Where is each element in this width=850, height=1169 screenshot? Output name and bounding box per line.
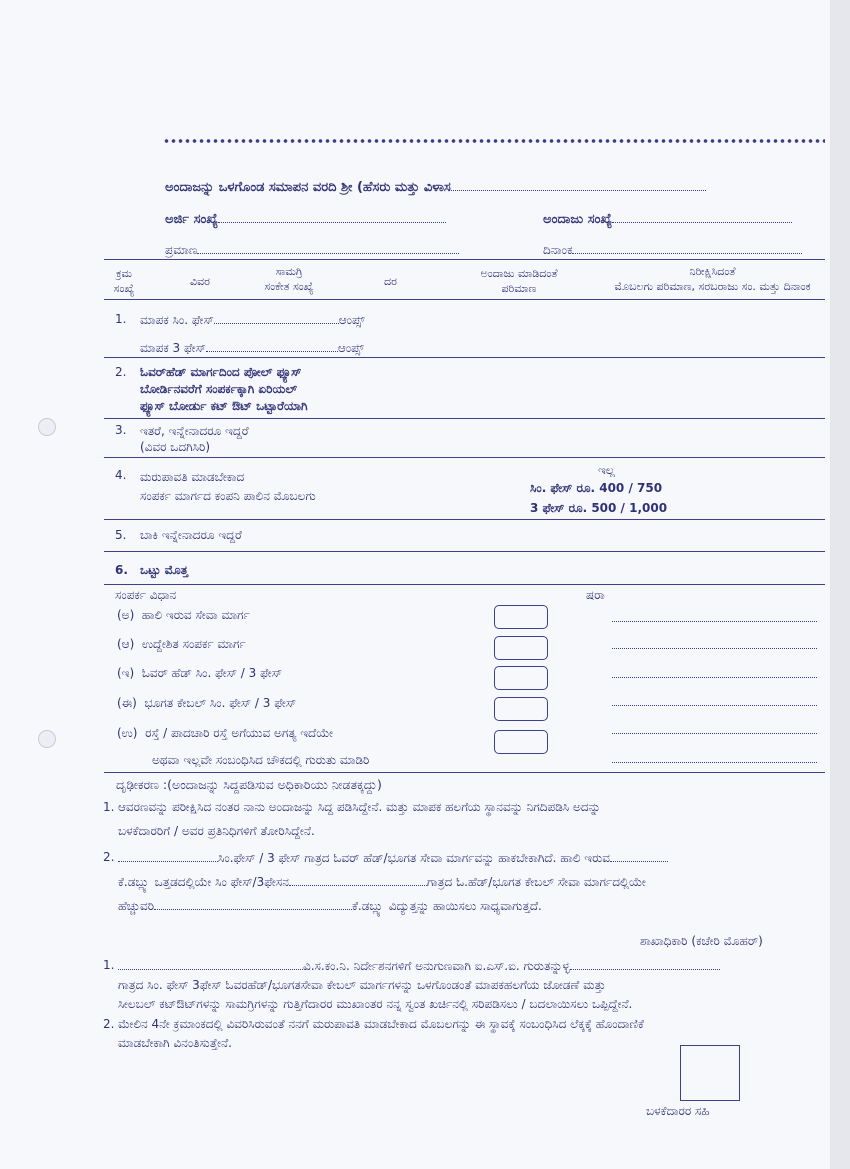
- row3-line1: ಇತರೆ, ಇನ್ನೇನಾದರೂ ಇದ್ದರೆ: [140, 424, 249, 438]
- connection-method-title: ಸಂಪರ್ಕ ವಿಧಾನ: [115, 588, 177, 602]
- row3-line2: (ವಿವರ ಒದಗಿಸಿರಿ): [140, 440, 211, 454]
- p2-additional-kw-blank[interactable]: [154, 898, 352, 910]
- date-label: ದಿನಾಂಕ: [543, 243, 573, 257]
- row4-line2: ಸಂಪರ್ಕ ಮಾರ್ಗದ ಕಂಪನಿ ಪಾಲಿನ ಮೊಬಲಗು: [140, 489, 316, 503]
- estimate-number-blank[interactable]: [612, 211, 792, 223]
- row1-line2-text: ಮಾಪಕ 3 ಫೇಸ್: [140, 341, 206, 355]
- certification-title: ದೃಢೀಕರಣ :(ಅಂದಾಜನ್ನು ಸಿದ್ದಪಡಿಸುವ ಅಧಿಕಾರಿಯು ನೀಡತಕ್ಕದ್ದು): [116, 777, 382, 792]
- row4-number: 4.: [115, 468, 127, 482]
- row1-unit2: ಆಂಪ್ಸ್: [337, 341, 364, 355]
- row2-line2: ಬೋರ್ಡಿನವರೆಗೆ ಸಂಪರ್ಕಕ್ಕಾಗಿ ಏರಿಯಲ್: [140, 382, 298, 396]
- option-e-checkbox[interactable]: [494, 730, 548, 754]
- header-rate: ದರ: [384, 275, 397, 288]
- row3-details: [140, 423, 249, 455]
- option-a-checkbox[interactable]: [494, 605, 548, 629]
- certification-p2-line2-text-a: ಕೆ.ಡಬ್ಲ್ಯು ಒತ್ತಡದಲ್ಲಿಯೇ ಸಿಂ ಫೇಸ್/3ಫೇಸನ: [118, 875, 289, 889]
- option-a-text: ಹಾಲಿ ಇರುವ ಸೇವಾ ಮಾರ್ಗ: [141, 608, 250, 622]
- option-b-text: ಉದ್ದೇಶಿತ ಸಂಪರ್ಕ ಮಾರ್ಗ: [141, 637, 246, 651]
- row4-single-phase-amount: ಸಿಂ. ಫೇಸ್ ರೂ. 400 / 750: [530, 481, 663, 495]
- certification-p2-line1: [118, 850, 668, 866]
- certification-p2-line1-text: ಸಿಂ.ಫೇಸ್ / 3 ಫೇಸ್ ಗಾತ್ರದ ಓವರ್ ಹೆಡ್/ಭೂಗತ ಸೇವಾ ಮಾರ್ಗವನ್ನು ಹಾಕಬೇಕಾಗಿದೆ. ಹಾಲಿ ಇರುವ: [218, 851, 610, 865]
- application-number-label: ಅರ್ಜಿ ಸಂಖ್ಯೆ: [165, 212, 219, 227]
- section-officer-seal: ಶಾಖಾಧಿಕಾರಿ (ಕಚೇರಿ ಮೊಹರ್): [640, 934, 763, 948]
- remarks-line[interactable]: [612, 762, 817, 763]
- remarks-title: ಷರಾ: [586, 588, 605, 602]
- header-sl-no: [104, 266, 144, 296]
- certification-p2-line3-text-b: ಕೆ.ಡಬ್ಲ್ಯು ವಿದ್ಯುತ್ತನ್ನು ಹಾಯಿಸಲು ಸಾಧ್ಯವಾಗುತ್ತದೆ.: [352, 899, 542, 913]
- consumer-p1-line2: ಗಾತ್ರದ ಸಿಂ. ಫೇಸ್ 3ಫೇಸ್ ಓವರಹೆಡ್/ಭೂಗತಸೇವಾ ಕೇಬಲ್ ಮಾರ್ಗಗಳನ್ನು ಒಳಗೊಂಡಂತೆ ಮಾಪಕಹಲಗೆಯ ಜೋಡಣೆ ಮತ್ತು: [118, 978, 606, 992]
- option-c: [117, 666, 282, 681]
- row2-details: [140, 364, 308, 415]
- row4-three-phase-amount: 3 ಫೇಸ್ ರೂ. 500 / 1,000: [530, 501, 668, 515]
- certification-p2-line2-text-b: ಗಾತ್ರದ ಓ.ಹೆಡ್/ಭೂಗತ ಕೇಬಲ್ ಸೇವಾ ಮಾರ್ಗದಲ್ಲಿಯೇ: [426, 875, 646, 889]
- consumer-p1-line3: ಸೀಲಬಲ್ ಕಟ್‌ಔಟ್‌ಗಳನ್ನು ಸಾಮಗ್ರಿಗಳನ್ನು ಗುತ್ತಿಗೆದಾರರ ಮುಖಾಂತರ ನನ್ನ ಸ್ವಂತ ಖರ್ಚಿನಲ್ಲಿ ಸರಿಪಡಿಸಲು / ಬದಲಾಯಿಸಲು ಒಪ್ಪಿದ್ದೇನೆ.: [118, 997, 633, 1011]
- certification-p2-line3: [118, 898, 542, 914]
- header-material-1: ಸಾಮಗ್ರಿ: [275, 265, 303, 278]
- row6-text: ಒಟ್ಟು ಮೊತ್ತ: [140, 563, 188, 577]
- row1-unit1: ಆಂಪ್ಸ್: [338, 313, 365, 327]
- remarks-line[interactable]: [612, 621, 817, 622]
- estimate-number-row: [543, 211, 792, 227]
- consumer-p1-blank-b[interactable]: [570, 958, 720, 970]
- row-rule: [104, 551, 825, 552]
- p2-size-blank[interactable]: [118, 850, 218, 862]
- option-a-label: (ಅ): [117, 608, 135, 622]
- amount-label: ಪ್ರಮಾಣ: [165, 243, 198, 257]
- option-b-checkbox[interactable]: [494, 636, 548, 660]
- table-top-rule: [104, 259, 825, 260]
- certification-p1-number: 1.: [103, 800, 115, 814]
- option-e-text: ರಸ್ತೆ / ಪಾದಚಾರಿ ರಸ್ತೆ ಅಗೆಯುವ ಅಗತ್ಯ ಇದೆಯೇ: [145, 726, 334, 740]
- row1-line2: [140, 340, 364, 356]
- p2-existing-blank[interactable]: [610, 850, 668, 862]
- option-d-label: (ಈ): [117, 696, 137, 710]
- option-b-label: (ಆ): [117, 637, 135, 651]
- row6-number: 6.: [115, 563, 128, 577]
- row1-line1: [140, 312, 365, 328]
- table-header-rule: [104, 299, 825, 300]
- option-b: [117, 637, 246, 652]
- punch-hole: [38, 730, 56, 748]
- header-sl-no-1: ಕ್ರಮ: [116, 267, 132, 280]
- name-address-blank[interactable]: [451, 179, 706, 191]
- consumer-p2-number: 2.: [103, 1017, 115, 1031]
- header-details: ವಿವರ: [190, 275, 210, 288]
- table-bottom-rule: [104, 772, 825, 773]
- row4-line1: ಮರುಪಾವತಿ ಮಾಡಬೇಕಾದ: [140, 470, 245, 484]
- row-rule: [104, 519, 825, 520]
- certification-p2-line3-text-a: ಹೆಚ್ಚುವರಿ: [118, 899, 155, 913]
- option-c-label: (ಇ): [117, 666, 135, 680]
- amount-blank[interactable]: [197, 242, 459, 254]
- p2-phase-size-blank[interactable]: [289, 874, 427, 886]
- option-a: [117, 608, 250, 623]
- row1-three-phase-blank[interactable]: [206, 340, 338, 352]
- certification-p1-line2: ಬಳಕೆದಾರರಿಗೆ / ಅವರ ಪ್ರತಿನಿಧಿಗಳಿಗೆ ತೋರಿಸಿದ್ದೇನೆ.: [118, 824, 315, 838]
- amount-row: [165, 242, 459, 258]
- header-sl-no-2: ಸಂಖ್ಯೆ: [113, 282, 135, 295]
- remarks-line[interactable]: [612, 705, 817, 706]
- consumer-p2-line1: ಮೇಲಿನ 4ನೇ ಕ್ರಮಾಂಕದಲ್ಲಿ ವಿವರಿಸಿರುವಂತೆ ನನಗೆ ಮರುಪಾವತಿ ಮಾಡಬೇಕಾದ ಮೊಬಲಗನ್ನು ಈ ಸ್ಥಾವಕ್ಕೆ ಸಂಬಂಧಿಸಿದ ಲೆಕ್ಕಕ್ಕೆ ಹೊಂದಾಣಿಕೆ: [118, 1017, 644, 1031]
- row1-line1-text: ಮಾಪಕ ಸಿಂ. ಫೇಸ್: [140, 313, 214, 327]
- row3-number: 3.: [115, 423, 127, 437]
- option-e: [117, 726, 333, 741]
- signature-box[interactable]: [680, 1045, 740, 1101]
- row-rule: [104, 584, 825, 585]
- certification-p2-number: 2.: [103, 850, 115, 864]
- certification-p2-line2: [118, 874, 646, 890]
- row-rule: [104, 357, 825, 358]
- option-d-text: ಭೂಗತ ಕೇಬಲ್ ಸಿಂ. ಫೇಸ್ / 3 ಫೇಸ್: [144, 696, 297, 710]
- header-material-2: ಸಂಕೇತ ಸಂಖ್ಯೆ: [264, 280, 314, 293]
- row1-number: 1.: [115, 312, 127, 326]
- remarks-line[interactable]: [612, 677, 817, 678]
- remarks-line[interactable]: [612, 648, 817, 649]
- header-estimated-1: ಅಂದಾಜು ಮಾಡಿದಂತೆ: [480, 267, 558, 280]
- row5-text: ಬಾಕಿ ಇನ್ನೇನಾದರೂ ಇದ್ದರೆ: [140, 528, 242, 542]
- certification-p1-line1: ಆವರಣವನ್ನು ಪರೀಕ್ಷಿಸಿದ ನಂತರ ನಾನು ಅಂದಾಜನ್ನು ಸಿದ್ದ ಪಡಿಸಿದ್ದೇನೆ. ಮತ್ತು ಮಾಪಕ ಹಲಗೆಯ ಸ್ಥಾನವನ್ನು ನಿಗದಿಪಡಿಸಿ ಅದನ್ನು: [118, 800, 601, 814]
- row5-number: 5.: [115, 528, 127, 542]
- row4-details: [140, 468, 316, 506]
- estimate-number-label: ಅಂದಾಜು ಸಂಖ್ಯೆ: [543, 212, 613, 227]
- page-edge: [830, 0, 850, 1169]
- row2-line1: ಓವರ್‌ಹೆಡ್ ಮಾರ್ಗದಿಂದ ಪೋಲ್ ಫ್ಯೂಸ್: [140, 365, 302, 379]
- header-inspected-1: ನಿರೀಕ್ಷಿಸಿದಂತೆ: [689, 265, 736, 278]
- report-heading: [165, 179, 706, 195]
- row-rule: [104, 457, 825, 458]
- header-estimated-2: ಪರಿಮಾಣ: [501, 282, 537, 295]
- option-e-label: (ಉ): [117, 726, 138, 740]
- consumer-signature-label: ಬಳಕೆದಾರರ ಸಹಿ: [646, 1104, 710, 1118]
- checkbox-instruction: ಅಥವಾ ಇಲ್ಲವೇ ಸಂಬಂಧಿಸಿದ ಚೌಕದಲ್ಲಿ ಗುರುತು ಮಾಡಿರಿ: [152, 753, 370, 767]
- consumer-p1-line1-text: ವಿ.ಸ.ಕಂ.ನಿ. ನಿರ್ದೇಶನಗಳಿಗೆ ಅನುಗುಣವಾಗಿ ಐ.ಎಸ್.ಐ. ಗುರುತನ್ನುಳ್ಳ: [303, 959, 570, 973]
- consumer-p1-number: 1.: [103, 958, 115, 972]
- dotted-separator: [163, 138, 825, 144]
- consumer-p1-line1: [118, 958, 720, 974]
- date-row: [543, 242, 802, 258]
- option-c-text: ಓವರ್ ಹೆಡ್ ಸಿಂ. ಫೇಸ್ / 3 ಫೇಸ್: [141, 666, 282, 680]
- row2-line3: ಫ್ಯೂಸ್ ಬೋರ್ಡು ಕಟ್ ಔಟ್ ಒಟ್ಟಾರೆಯಾಗಿ: [140, 399, 308, 413]
- option-d: [117, 696, 296, 711]
- punch-hole: [38, 418, 56, 436]
- header-estimated: [455, 266, 583, 296]
- date-blank[interactable]: [572, 242, 802, 254]
- row2-number: 2.: [115, 365, 127, 379]
- application-number-blank[interactable]: [218, 211, 446, 223]
- option-d-checkbox[interactable]: [494, 697, 548, 721]
- row-rule: [104, 418, 825, 419]
- application-number-row: [165, 211, 446, 227]
- header-inspected-2: ಮೊಬಲಗು ಪರಿಮಾಣ, ಸರಬರಾಜು ಸಂ. ಮತ್ತು ದಿನಾಂಕ: [614, 280, 811, 293]
- consumer-p1-blank-a[interactable]: [118, 958, 303, 970]
- header-inspected: [600, 264, 825, 294]
- remarks-line[interactable]: [612, 733, 817, 734]
- row1-single-phase-blank[interactable]: [214, 312, 339, 324]
- header-material: [245, 264, 333, 294]
- consumer-p2-line2: ಮಾಡಬೇಕಾಗಿ ವಿನಂತಿಸುತ್ತೇನೆ.: [118, 1036, 232, 1050]
- option-c-checkbox[interactable]: [494, 666, 548, 690]
- row4-none: ಇಲ್ಲ: [598, 463, 616, 477]
- report-heading-text: ಅಂದಾಜನ್ನು ಒಳಗೊಂಡ ಸಮಾಪನ ವರದಿ ಶ್ರೀ (ಹೆಸರು ಮತ್ತು ವಿಳಾಸ: [165, 180, 451, 195]
